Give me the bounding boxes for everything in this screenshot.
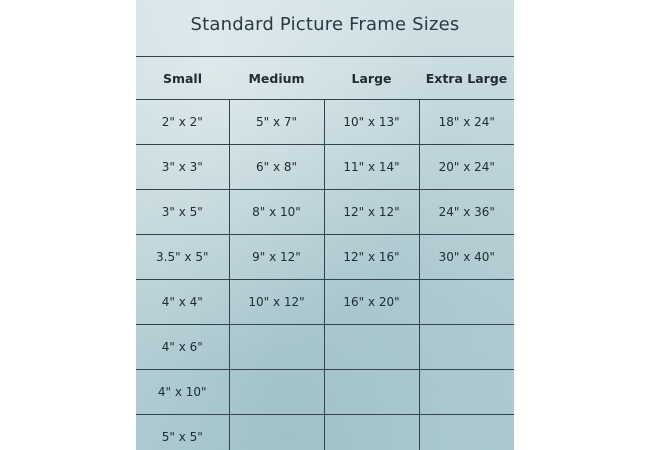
- table-cell: 4" x 6": [136, 325, 229, 370]
- table-cell: 5" x 5": [136, 415, 229, 450]
- frame-sizes-card: [136, 0, 514, 450]
- table-cell: 8" x 10": [229, 190, 324, 235]
- table-row: [136, 370, 514, 415]
- table-cell: 10" x 13": [324, 100, 419, 145]
- table-cell: 4" x 4": [136, 280, 229, 325]
- table-cell: 3" x 3": [136, 145, 229, 190]
- table-cell: [419, 370, 514, 415]
- table-cell: [229, 325, 324, 370]
- table-cell: [419, 280, 514, 325]
- table-cell: [324, 415, 419, 450]
- table-cell: 10" x 12": [229, 280, 324, 325]
- column-header-large: Large: [324, 57, 419, 100]
- table-row: [136, 235, 514, 280]
- table-cell: [229, 370, 324, 415]
- table-row: [136, 190, 514, 235]
- table-row: [136, 280, 514, 325]
- table-cell: 12" x 12": [324, 190, 419, 235]
- table-row: [136, 325, 514, 370]
- column-header-extra-large: Extra Large: [419, 57, 514, 100]
- table-cell: 24" x 36": [419, 190, 514, 235]
- column-header-small: Small: [136, 57, 229, 100]
- header-row: [136, 57, 514, 100]
- page-title: Standard Picture Frame Sizes: [190, 14, 460, 35]
- table-cell: 4" x 10": [136, 370, 229, 415]
- table-cell: 3.5" x 5": [136, 235, 229, 280]
- table-cell: [419, 415, 514, 450]
- table-row: [136, 415, 514, 450]
- table-cell: [419, 325, 514, 370]
- table-cell: [229, 415, 324, 450]
- table-cell: [324, 370, 419, 415]
- table-cell: 16" x 20": [324, 280, 419, 325]
- table-cell: 6" x 8": [229, 145, 324, 190]
- table-cell: 5" x 7": [229, 100, 324, 145]
- table-cell: 3" x 5": [136, 190, 229, 235]
- table-cell: 20" x 24": [419, 145, 514, 190]
- table-cell: 18" x 24": [419, 100, 514, 145]
- table-cell: [324, 325, 419, 370]
- column-header-medium: Medium: [229, 57, 324, 100]
- table-row: [136, 100, 514, 145]
- table-cell: 12" x 16": [324, 235, 419, 280]
- table-row: [136, 145, 514, 190]
- table-cell: 11" x 14": [324, 145, 419, 190]
- table-cell: 30" x 40": [419, 235, 514, 280]
- table-cell: 2" x 2": [136, 100, 229, 145]
- table-cell: 9" x 12": [229, 235, 324, 280]
- frame-sizes-table: [136, 56, 514, 450]
